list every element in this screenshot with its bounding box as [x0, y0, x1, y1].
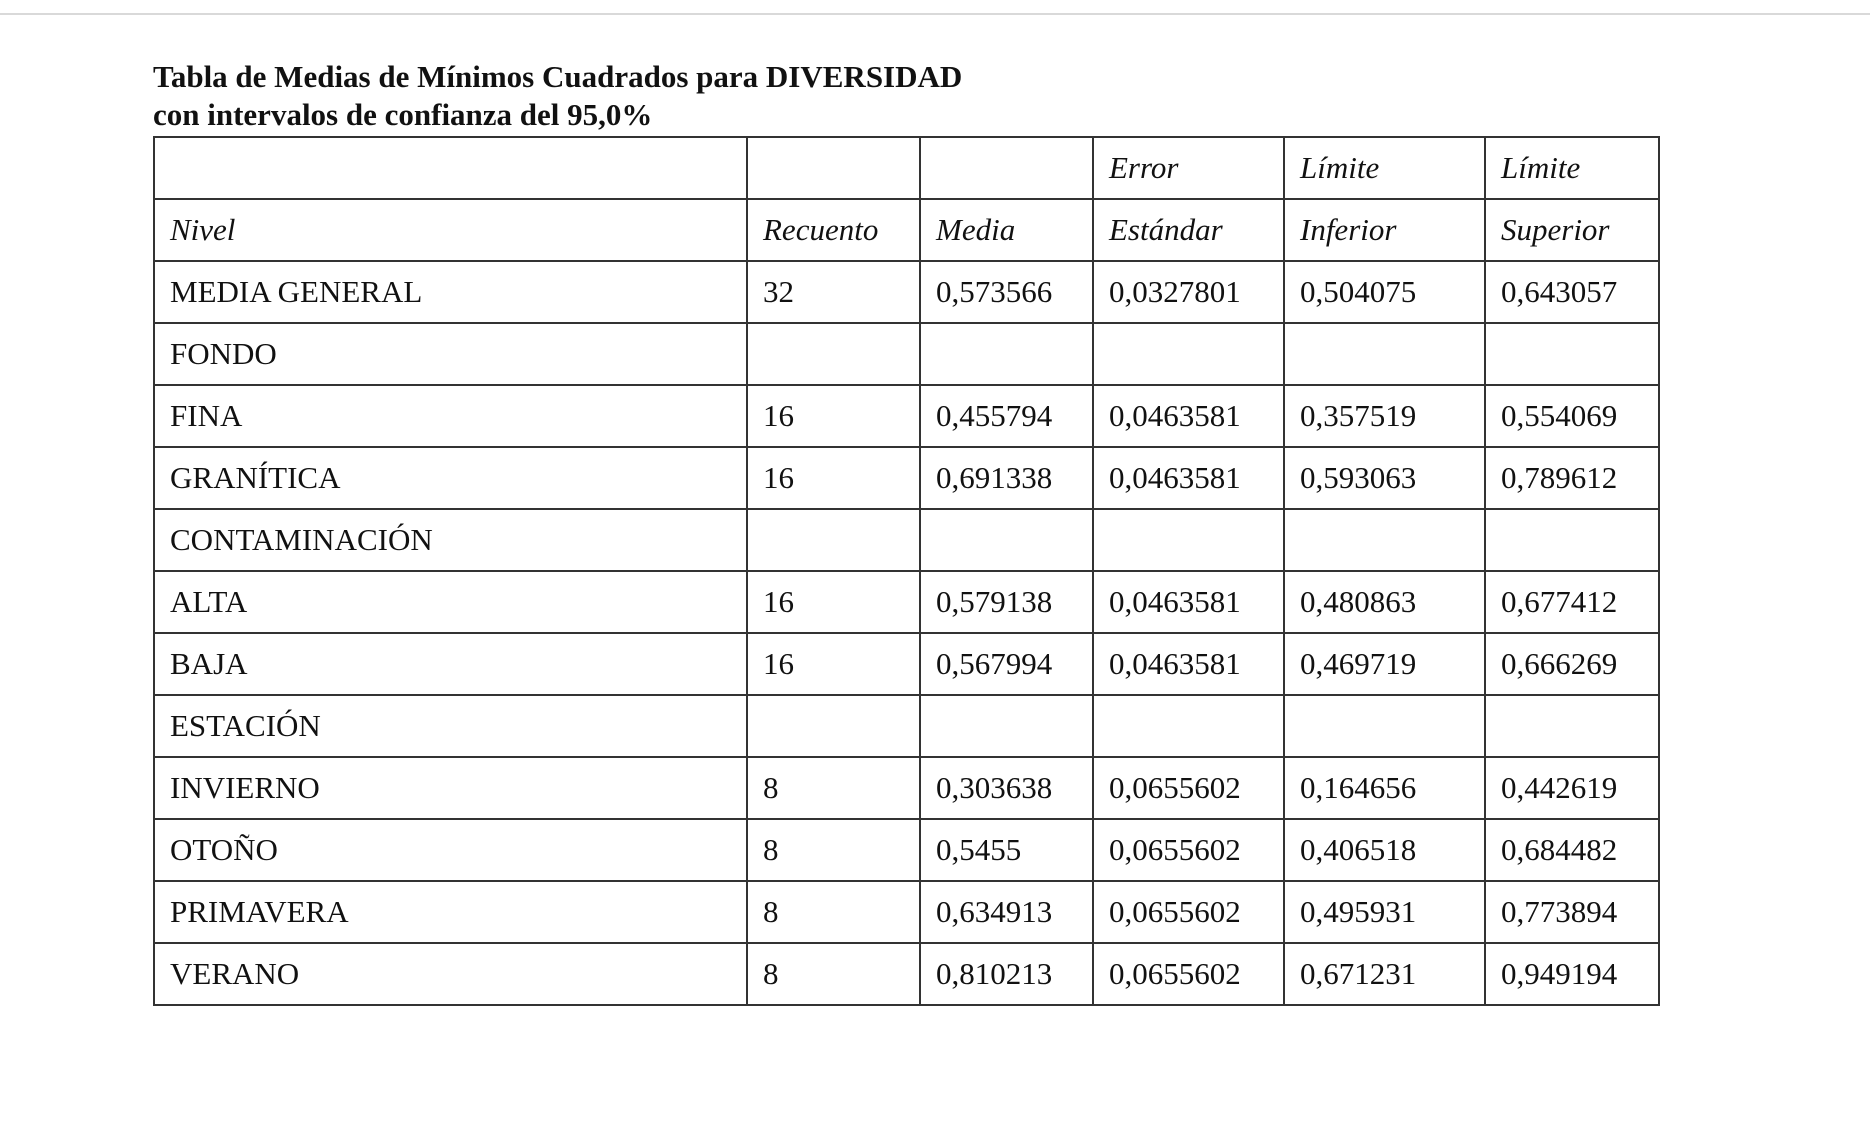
- header-cell: [154, 137, 747, 199]
- cell-media: [920, 323, 1093, 385]
- table-row: [154, 261, 1659, 323]
- cell-recuento: 16: [747, 633, 920, 695]
- top-divider: [0, 13, 1870, 15]
- cell-error-estandar: [1093, 509, 1284, 571]
- cell-media: 0,579138: [920, 571, 1093, 633]
- cell-recuento: 8: [747, 757, 920, 819]
- cell-limite-inferior: [1284, 695, 1485, 757]
- cell-error-estandar: 0,0655602: [1093, 881, 1284, 943]
- cell-limite-superior: 0,554069: [1485, 385, 1659, 447]
- cell-error-estandar: 0,0463581: [1093, 447, 1284, 509]
- cell-error-estandar: 0,0463581: [1093, 385, 1284, 447]
- cell-recuento: [747, 509, 920, 571]
- cell-limite-inferior: 0,480863: [1284, 571, 1485, 633]
- cell-recuento: 16: [747, 447, 920, 509]
- cell-nivel: FONDO: [154, 323, 747, 385]
- cell-recuento: 32: [747, 261, 920, 323]
- cell-nivel: ESTACIÓN: [154, 695, 747, 757]
- cell-nivel: BAJA: [154, 633, 747, 695]
- cell-recuento: 16: [747, 385, 920, 447]
- header-cell: [747, 137, 920, 199]
- header-row-1: [154, 137, 1659, 199]
- cell-limite-superior: 0,677412: [1485, 571, 1659, 633]
- cell-recuento: [747, 695, 920, 757]
- header-limite-inferior: Inferior: [1284, 199, 1485, 261]
- header-limite-superior: Superior: [1485, 199, 1659, 261]
- cell-error-estandar: [1093, 695, 1284, 757]
- cell-error-estandar: [1093, 323, 1284, 385]
- cell-error-estandar: 0,0655602: [1093, 943, 1284, 1005]
- header-nivel: Nivel: [154, 199, 747, 261]
- cell-limite-inferior: 0,406518: [1284, 819, 1485, 881]
- cell-limite-inferior: 0,164656: [1284, 757, 1485, 819]
- table-row: [154, 819, 1659, 881]
- cell-recuento: 16: [747, 571, 920, 633]
- cell-error-estandar: 0,0655602: [1093, 757, 1284, 819]
- table-row: [154, 757, 1659, 819]
- cell-limite-inferior: 0,357519: [1284, 385, 1485, 447]
- table-row: [154, 943, 1659, 1005]
- cell-error-estandar: 0,0655602: [1093, 819, 1284, 881]
- cell-limite-superior: 0,442619: [1485, 757, 1659, 819]
- cell-limite-superior: [1485, 695, 1659, 757]
- cell-media: 0,810213: [920, 943, 1093, 1005]
- cell-nivel: PRIMAVERA: [154, 881, 747, 943]
- cell-nivel: VERANO: [154, 943, 747, 1005]
- cell-limite-superior: 0,643057: [1485, 261, 1659, 323]
- cell-limite-inferior: 0,495931: [1284, 881, 1485, 943]
- cell-media: 0,573566: [920, 261, 1093, 323]
- cell-media: 0,455794: [920, 385, 1093, 447]
- cell-limite-inferior: 0,593063: [1284, 447, 1485, 509]
- header-cell: Límite: [1284, 137, 1485, 199]
- cell-limite-superior: [1485, 509, 1659, 571]
- cell-nivel: GRANÍTICA: [154, 447, 747, 509]
- cell-media: 0,634913: [920, 881, 1093, 943]
- cell-limite-superior: 0,949194: [1485, 943, 1659, 1005]
- header-error-estandar: Estándar: [1093, 199, 1284, 261]
- table-title: [153, 58, 962, 134]
- cell-recuento: [747, 323, 920, 385]
- cell-nivel: INVIERNO: [154, 757, 747, 819]
- header-cell: Límite: [1485, 137, 1659, 199]
- cell-limite-inferior: 0,469719: [1284, 633, 1485, 695]
- cell-media: 0,691338: [920, 447, 1093, 509]
- header-cell: [920, 137, 1093, 199]
- table-row: [154, 695, 1659, 757]
- table-row: [154, 509, 1659, 571]
- cell-media: 0,567994: [920, 633, 1093, 695]
- table-row: [154, 571, 1659, 633]
- least-squares-means-table: [153, 136, 1660, 1006]
- cell-nivel: OTOÑO: [154, 819, 747, 881]
- header-recuento: Recuento: [747, 199, 920, 261]
- title-line-1: Tabla de Medias de Mínimos Cuadrados para DIVERSIDAD: [153, 59, 963, 94]
- table-row: [154, 633, 1659, 695]
- header-media: Media: [920, 199, 1093, 261]
- cell-recuento: 8: [747, 881, 920, 943]
- cell-error-estandar: 0,0463581: [1093, 571, 1284, 633]
- cell-error-estandar: 0,0463581: [1093, 633, 1284, 695]
- cell-media: 0,303638: [920, 757, 1093, 819]
- cell-recuento: 8: [747, 943, 920, 1005]
- header-row-2: [154, 199, 1659, 261]
- cell-nivel: CONTAMINACIÓN: [154, 509, 747, 571]
- table-row: [154, 881, 1659, 943]
- cell-nivel: FINA: [154, 385, 747, 447]
- cell-media: [920, 695, 1093, 757]
- cell-limite-superior: 0,773894: [1485, 881, 1659, 943]
- table-row: [154, 447, 1659, 509]
- cell-limite-inferior: [1284, 323, 1485, 385]
- cell-limite-inferior: 0,671231: [1284, 943, 1485, 1005]
- cell-nivel: MEDIA GENERAL: [154, 261, 747, 323]
- cell-media: 0,5455: [920, 819, 1093, 881]
- title-line-2: con intervalos de confianza del 95,0%: [153, 97, 653, 132]
- table-row: [154, 385, 1659, 447]
- cell-limite-inferior: 0,504075: [1284, 261, 1485, 323]
- cell-media: [920, 509, 1093, 571]
- cell-error-estandar: 0,0327801: [1093, 261, 1284, 323]
- cell-limite-superior: [1485, 323, 1659, 385]
- cell-limite-inferior: [1284, 509, 1485, 571]
- cell-limite-superior: 0,666269: [1485, 633, 1659, 695]
- table-row: [154, 323, 1659, 385]
- cell-recuento: 8: [747, 819, 920, 881]
- cell-limite-superior: 0,789612: [1485, 447, 1659, 509]
- header-cell: Error: [1093, 137, 1284, 199]
- cell-limite-superior: 0,684482: [1485, 819, 1659, 881]
- cell-nivel: ALTA: [154, 571, 747, 633]
